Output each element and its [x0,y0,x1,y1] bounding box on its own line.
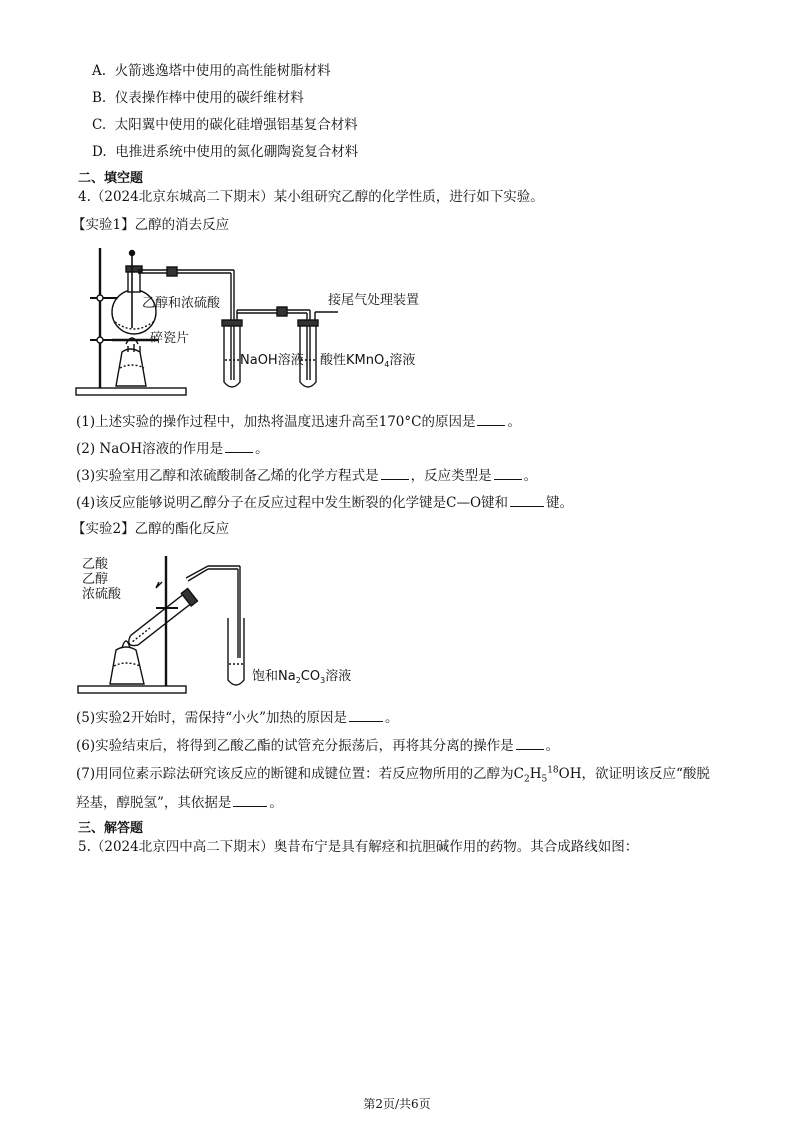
label-tail-gas: 接尾气处理装置 [328,293,420,308]
label-naoh-solution: NaOH溶液 [240,353,304,368]
answer-blank [349,708,383,722]
experiment-2-apparatus [70,548,390,698]
answer-blank [477,412,505,426]
question-4-part-1: (1)上述实验的操作过程中，加热将温度迅速升高至170°C的原因是 。 [76,414,521,430]
question-4-part-2: (2) NaOH溶液的作用是 。 [76,441,269,457]
section-fill-in-heading: 二、填空题 [78,171,144,186]
experiment-1-apparatus [70,240,450,400]
experiment-1-title: 【实验1】乙醇的消去反应 [72,217,230,233]
section-answer-heading: 三、解答题 [78,821,144,836]
experiment-2-title: 【实验2】乙醇的酯化反应 [72,521,230,537]
label-conc-sulfuric-acid: 浓硫酸 [82,587,122,602]
question-4-part-3: (3)实验室用乙醇和浓硫酸制备乙烯的化学方程式是 ，反应类型是 。 [76,468,538,484]
label-saturated-na2co3: 饱和$Na_2CO_3$溶液 [252,669,352,685]
answer-blank [233,793,267,807]
label-acetic-acid: 乙酸 [82,557,109,572]
option-d: D. 电推进系统中使用的氮化硼陶瓷复合材料 [92,144,359,160]
question-4-part-7-continued: 羟基，醇脱氢”，其依据是 。 [76,795,283,811]
question-5-stem: 5.（2024北京四中高二下期末）奥昔布宁是具有解痉和抗胆碱作用的药物。其合成路线如图： [78,839,639,855]
answer-blank [516,736,544,750]
option-a: A. 火箭逃逸塔中使用的高性能树脂材料 [92,63,331,79]
label-ethanol-sulfuric-acid: 乙醇和浓硫酸 [142,296,221,311]
label-acidic-kmno4: 酸性KMnO$_4$溶液 [320,353,416,369]
answer-blank [494,466,522,480]
page-footer: 第2页/共6页 [363,1097,431,1111]
question-4-part-4: (4)该反应能够说明乙醇分子在反应过程中发生断裂的化学键是C—O键和 键。 [76,495,574,511]
question-4-part-7: (7)用同位素示踪法研究该反应的断键和成键位置：若反应物所用的乙醇为$C_2H_5^{18}OH$，欲证明该反应“酸脱 [76,765,710,785]
label-ethanol: 乙醇 [82,572,109,587]
option-b: B. 仪表操作棒中使用的碳纤维材料 [92,90,304,106]
question-4-part-6: (6)实验结束后，将得到乙酸乙酯的试管充分振荡后，再将其分离的操作是 。 [76,738,560,754]
answer-blank [225,439,253,453]
question-4-part-5: (5)实验2开始时，需保持“小火”加热的原因是 。 [76,710,399,726]
option-c: C. 太阳翼中使用的碳化硅增强铝基复合材料 [92,117,358,133]
answer-blank [510,493,544,507]
question-4-stem: 4.（2024北京东城高二下期末）某小组研究乙醇的化学性质，进行如下实验。 [78,189,544,205]
label-porcelain-chips: 碎瓷片 [150,331,190,346]
answer-blank [381,466,409,480]
